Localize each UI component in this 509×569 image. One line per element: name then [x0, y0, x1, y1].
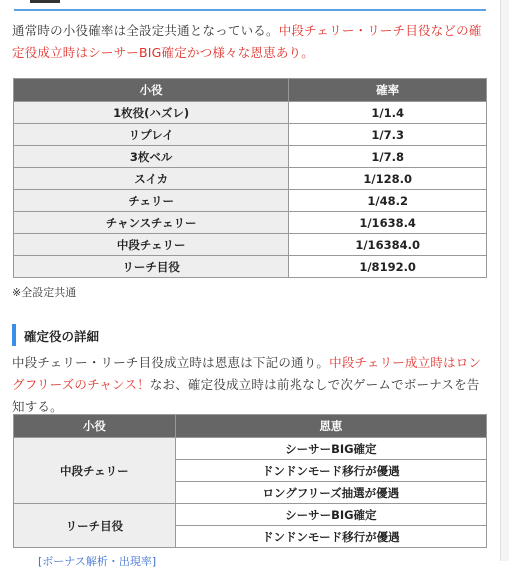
benefit-cell: ロングフリーズ抽選が優遇: [175, 482, 486, 504]
bonus-analysis-link[interactable]: [ボーナス解析・出現率]: [38, 555, 157, 568]
probability-cell: 1/1638.4: [289, 212, 487, 234]
probability-table: [13, 78, 487, 278]
table-row: [14, 190, 487, 212]
header-accent-mark: [30, 0, 60, 3]
table-row: [14, 102, 487, 124]
role-cell: チェリー: [14, 190, 289, 212]
table-footnote: ※全設定共通: [12, 286, 77, 299]
table-row: [14, 438, 487, 460]
benefit-cell: ドンドンモード移行が優遇: [175, 460, 486, 482]
section-heading: [12, 324, 492, 346]
role-cell-reach-role: リーチ目役: [14, 504, 176, 548]
probability-cell: 1/1.4: [289, 102, 487, 124]
table-header-row: [14, 79, 487, 102]
page-scrollbar[interactable]: [500, 0, 509, 561]
role-cell: 3枚ベル: [14, 146, 289, 168]
probability-cell: 1/7.3: [289, 124, 487, 146]
column-header-probability: 確率: [289, 79, 487, 102]
table-row: [14, 146, 487, 168]
table-row: [14, 234, 487, 256]
benefits-table: [13, 414, 487, 548]
role-cell: スイカ: [14, 168, 289, 190]
table-row: [14, 504, 487, 526]
role-cell: 1枚役(ハズレ): [14, 102, 289, 124]
table-row: [14, 256, 487, 278]
intro-text: 通常時の小役確率は全設定共通となっている。: [12, 23, 279, 38]
probability-cell: 1/16384.0: [289, 234, 487, 256]
benefit-cell: シーサーBIG確定: [175, 438, 486, 460]
details-highlight-text: 中段チェリー成立時はロングフリーズのチャンス！: [12, 355, 482, 392]
benefit-cell: ドンドンモード移行が優遇: [175, 526, 486, 548]
role-cell: リプレイ: [14, 124, 289, 146]
benefit-cell: シーサーBIG確定: [175, 504, 486, 526]
header-rule: [14, 9, 486, 11]
table-row: [14, 212, 487, 234]
heading-accent-bar: [12, 324, 16, 346]
intro-paragraph: [12, 20, 492, 64]
probability-cell: 1/7.8: [289, 146, 487, 168]
column-header-role: 小役: [14, 79, 289, 102]
probability-cell: 1/48.2: [289, 190, 487, 212]
role-cell: チャンスチェリー: [14, 212, 289, 234]
role-cell: 中段チェリー: [14, 234, 289, 256]
role-cell: リーチ目役: [14, 256, 289, 278]
table-header-row: [14, 415, 487, 438]
probability-cell: 1/128.0: [289, 168, 487, 190]
section-header-top: [0, 0, 509, 12]
probability-cell: 1/8192.0: [289, 256, 487, 278]
section-title: 確定役の詳細: [24, 329, 100, 344]
table-row: [14, 168, 487, 190]
intro-highlight-text: 中段チェリー・リーチ目役などの確定役成立時はシーサーBIG確定かつ様々な恩恵あり。: [12, 23, 482, 60]
role-cell-center-cherry: 中段チェリー: [14, 438, 176, 504]
column-header-benefit: 恩恵: [175, 415, 486, 438]
column-header-role: 小役: [14, 415, 176, 438]
details-paragraph: [12, 352, 492, 418]
details-text-b: なお、確定役成立時は前兆なしで次ゲームでボーナスを告知する。: [12, 377, 480, 414]
details-text-a: 中段チェリー・リーチ目役成立時は恩恵は下記の通り。: [12, 355, 330, 370]
table-row: [14, 124, 487, 146]
